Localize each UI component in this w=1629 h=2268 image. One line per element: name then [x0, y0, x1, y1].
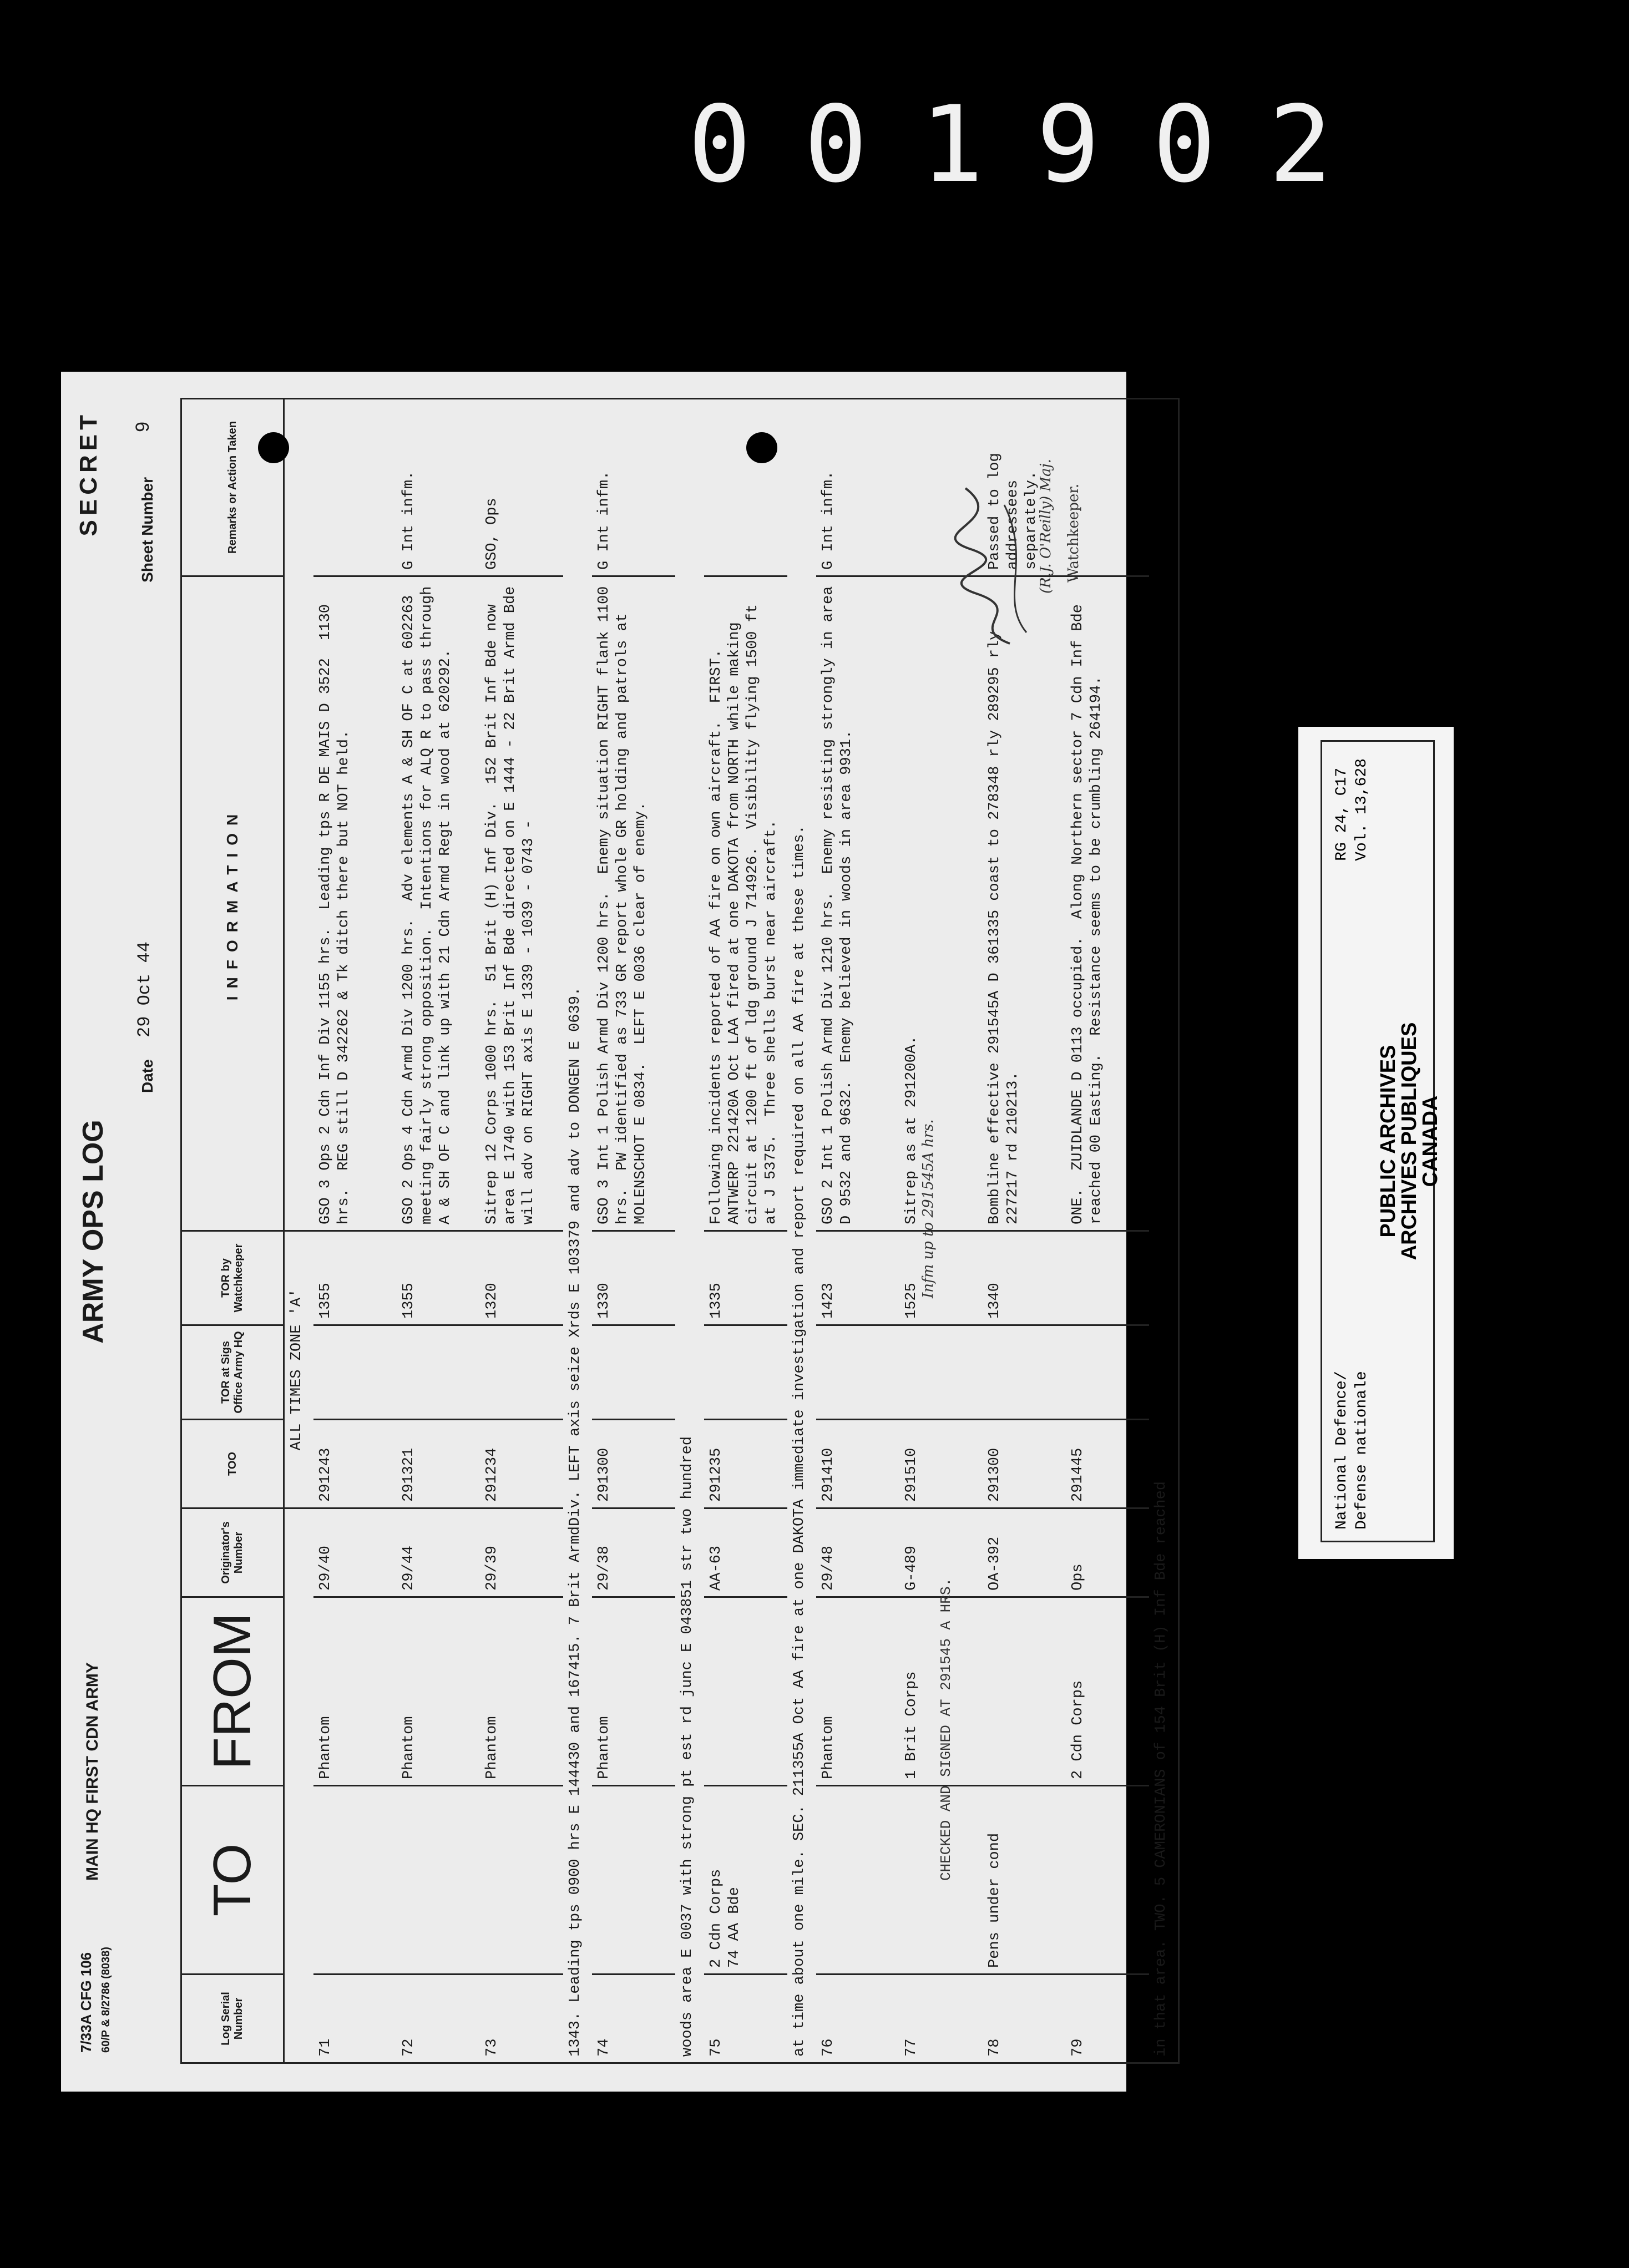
- col-remarks: Remarks or Action Taken: [181, 399, 284, 576]
- signature-rank: (R.J. O'Reilly) Maj.: [1038, 459, 1054, 594]
- cell-to: Pens under cond: [983, 1786, 1066, 1975]
- cell-tor-sigs: [397, 1325, 480, 1420]
- log-entry-row: [592, 399, 675, 2063]
- cell-to: [313, 1786, 397, 1975]
- log-entry-row: [313, 399, 397, 2063]
- cell-orig: OA-392: [983, 1508, 1066, 1597]
- cell-tor-watch: 1330: [592, 1231, 675, 1325]
- cell-serial: 76: [816, 1975, 899, 2063]
- col-to: TO: [181, 1786, 284, 1975]
- cell-info: Sitrep as at 291200A.: [899, 576, 983, 1231]
- cell-too: 291410: [816, 1420, 899, 1508]
- cell-tor-watch: 1423: [816, 1231, 899, 1325]
- log-entry-row: [397, 399, 480, 2063]
- log-entry-continuation: [675, 399, 704, 2063]
- log-entry-continuation: [563, 399, 592, 2063]
- cell-serial: 79: [1066, 1975, 1149, 2063]
- cell-orig: 29/40: [313, 1508, 397, 1597]
- log-entry-continuation: [787, 399, 816, 2063]
- cell-serial: 74: [592, 1975, 675, 2063]
- cell-too: 291234: [480, 1420, 563, 1508]
- cell-tor-watch: [1066, 1231, 1149, 1325]
- cell-info: Sitrep 12 Corps 1000 hrs. 51 Brit (H) Inf Div. 152 Brit Inf Bde now area E 1740 with 153 Brit Inf Bde directed on E 1444 - 22 Brit Armd Bde will adv on RIGHT axis E 1339 - 1039 - 0743 -: [480, 576, 563, 1231]
- cell-from: 1 Brit Corps: [899, 1597, 983, 1786]
- cell-orig: 29/38: [592, 1508, 675, 1597]
- cell-to: [592, 1786, 675, 1975]
- ops-log-sheet: [61, 372, 1170, 2092]
- cell-remarks: GSO, Ops: [480, 399, 563, 576]
- card-archive-fr: ARCHIVES PUBLIQUES: [1398, 1022, 1421, 1260]
- cell-from: Phantom: [313, 1597, 397, 1786]
- cell-remarks: G Int infm.: [592, 399, 675, 576]
- col-too: TOO: [181, 1420, 284, 1508]
- table-header: [181, 399, 284, 2063]
- cell-to: [397, 1786, 480, 1975]
- cell-tor-sigs: [899, 1325, 983, 1420]
- card-country: CANADA: [1419, 1095, 1442, 1187]
- cell-tor-watch: 1340: [983, 1231, 1066, 1325]
- cell-remarks: [313, 399, 397, 576]
- cell-from: Phantom: [480, 1597, 563, 1786]
- cell-remarks: G Int infm.: [397, 399, 480, 576]
- closing-infm: Infm up to 291545A hrs.: [920, 1119, 937, 1298]
- log-entry-row: [480, 399, 563, 2063]
- cell-to: [1066, 1786, 1149, 1975]
- checked-signed: CHECKED AND SIGNED AT 291545 A HRS.: [938, 1577, 954, 1881]
- cell-to: 2 Cdn Corps 74 AA Bde: [704, 1786, 787, 1975]
- cell-tor-sigs: [592, 1325, 675, 1420]
- cell-from: Phantom: [816, 1597, 899, 1786]
- form-printing: 60/P & 8/2786 (8038): [100, 1947, 112, 2053]
- cell-from: 2 Cdn Corps: [1066, 1597, 1149, 1786]
- cell-serial: 73: [480, 1975, 563, 2063]
- card-dept-en: National Defence/: [1333, 1371, 1350, 1530]
- cell-info: Following incidents reported of AA fire on own aircraft. FIRST. ANTWERP 221420A Oct LAA fired at one DAKOTA from NORTH while making circuit at 1200 ft of ldg ground J 714926. Visibility flying 1500 ft at J 5375. Three shells burst near aircraft.: [704, 576, 787, 1231]
- col-tor-sigs: TOR at Sigs Office Army HQ: [181, 1325, 284, 1420]
- log-entry-row: [704, 399, 787, 2063]
- cell-tor-watch: 1335: [704, 1231, 787, 1325]
- cell-tor-sigs: [480, 1325, 563, 1420]
- cell-from: Phantom: [592, 1597, 675, 1786]
- card-dept-fr: Defense nationale: [1353, 1371, 1370, 1530]
- continuation-text: woods area E 0037 with strong pt est rd junc E 043851 str two hundred: [675, 399, 704, 2063]
- cell-tor-sigs: [1066, 1325, 1149, 1420]
- continuation-text: 1343. Leading tps 0900 hrs E 144430 and 167415. 7 Brit ArmdDiv. LEFT axis seize Xrds E 103379 and adv to DONGEN E 0639.: [563, 399, 592, 2063]
- cell-info: GSO 2 Int 1 Polish Armd Div 1210 hrs. Enemy resisting strongly in area D 9532 and 9632. Enemy believed in woods in area 9931.: [816, 576, 899, 1231]
- cell-from: [983, 1597, 1066, 1786]
- times-note: ALL TIMES ZONE 'A': [284, 1231, 314, 1508]
- cell-orig: 29/39: [480, 1508, 563, 1597]
- cell-tor-sigs: [704, 1325, 787, 1420]
- cell-to: [480, 1786, 563, 1975]
- date-label: Date: [139, 1059, 156, 1093]
- cell-tor-watch: 1355: [313, 1231, 397, 1325]
- form-code: 7/33A CFG 106: [78, 1952, 94, 2053]
- sheet-number-label: Sheet Number: [139, 477, 156, 583]
- archive-card-viewport: [1298, 727, 1454, 1559]
- col-information: INFORMATION: [181, 576, 284, 1231]
- card-record-group: RG 24, C17: [1333, 767, 1350, 861]
- col-serial: Log Serial Number: [181, 1975, 284, 2063]
- signature-role: Watchkeeper.: [1065, 483, 1082, 583]
- cell-info: GSO 3 Ops 2 Cdn Inf Div 1155 hrs. Leading tps R DE MAIS D 3522 1130 hrs. REG still D 342262 & Tk ditch there but NOT held.: [313, 576, 397, 1231]
- sheet-number-value: 9: [132, 422, 153, 432]
- cell-orig: 29/48: [816, 1508, 899, 1597]
- log-entry-continuation: [1149, 399, 1179, 2063]
- cell-tor-watch: 1355: [397, 1231, 480, 1325]
- card-volume: Vol. 13,628: [1353, 758, 1370, 861]
- log-sheet-viewport: [61, 372, 1170, 2092]
- cell-orig: Ops: [1066, 1508, 1149, 1597]
- continuation-text: in that area. TWO. 5 CAMERONIANS of 154 Brit (H) Inf Bde reached: [1149, 399, 1179, 2063]
- cell-too: 291321: [397, 1420, 480, 1508]
- cell-info: ONE. ZUIDLANDE D 0113 occupied. Along Northern sector 7 Cdn Inf Bde reached 00 Easting. Resistance seems to be crumbling 264194.: [1066, 576, 1149, 1231]
- classification-stamp: SECRET: [75, 411, 102, 536]
- cell-tor-sigs: [983, 1325, 1066, 1420]
- cell-orig: AA-63: [704, 1508, 787, 1597]
- cell-serial: 72: [397, 1975, 480, 2063]
- cell-info: GSO 2 Ops 4 Cdn Armd Div 1200 hrs. Adv elements A & SH OF C at 602263 meeting fairly strong opposition. Intentions for ALQ R to pass through A & SH OF C and link up with 21 Cdn Armd Regt in wood at 620292.: [397, 576, 480, 1231]
- cell-too: 291510: [899, 1420, 983, 1508]
- cell-remarks: Passed to log addressees separately.: [983, 399, 1066, 576]
- times-note-row: [284, 399, 314, 2063]
- cell-tor-watch: 1320: [480, 1231, 563, 1325]
- col-originator: Originator's Number: [181, 1508, 284, 1597]
- cell-too: 291445: [1066, 1420, 1149, 1508]
- handwritten-signature: [943, 483, 1038, 649]
- cell-serial: 71: [313, 1975, 397, 2063]
- punch-hole: [746, 432, 777, 463]
- cell-from: Phantom: [397, 1597, 480, 1786]
- card-archive-en: PUBLIC ARCHIVES: [1377, 1045, 1400, 1238]
- cell-from: [704, 1597, 787, 1786]
- date-value: 29 Oct 44: [134, 941, 155, 1037]
- cell-tor-sigs: [313, 1325, 397, 1420]
- cell-too: 291300: [983, 1420, 1066, 1508]
- cell-serial: 77: [899, 1975, 983, 2063]
- cell-serial: 75: [704, 1975, 787, 2063]
- archive-card: [1298, 727, 1454, 1559]
- unit-name: MAIN HQ FIRST CDN ARMY: [83, 1662, 102, 1881]
- col-from: FROM: [181, 1597, 284, 1786]
- log-entry-row: [1066, 399, 1149, 2063]
- cell-tor-watch: 1525: [899, 1231, 983, 1325]
- cell-serial: 78: [983, 1975, 1066, 2063]
- cell-info: GSO 3 Int 1 Polish Armd Div 1200 hrs. Enemy situation RIGHT flank 1100 hrs. PW identified as 733 GR report whole GR holding and patrols at MOLENSCHOT E 0834. LEFT E 0036 clear of enemy.: [592, 576, 675, 1231]
- cell-too: 291243: [313, 1420, 397, 1508]
- continuation-text: at time about one mile. SEC. 211355A Oct AA fire at one DAKOTA immediate investigation and report required on all AA fire at these times.: [787, 399, 816, 2063]
- page-title: ARMY OPS LOG: [77, 1120, 109, 1344]
- log-entry-row: [816, 399, 899, 2063]
- cell-orig: G-489: [899, 1508, 983, 1597]
- punch-hole: [258, 432, 289, 463]
- cell-orig: 29/44: [397, 1508, 480, 1597]
- cell-to: [816, 1786, 899, 1975]
- cell-tor-sigs: [816, 1325, 899, 1420]
- cell-remarks: [704, 399, 787, 576]
- cell-remarks: G Int infm.: [816, 399, 899, 576]
- cell-too: 291235: [704, 1420, 787, 1508]
- col-tor-watch: TOR by Watchkeeper: [181, 1231, 284, 1325]
- cell-info: Bombline effective 291545A D 361335 coast to 278348 rly 289295 rly 227217 rd 210213.: [983, 576, 1066, 1231]
- film-frame-number: 001902: [687, 83, 1385, 206]
- cell-too: 291300: [592, 1420, 675, 1508]
